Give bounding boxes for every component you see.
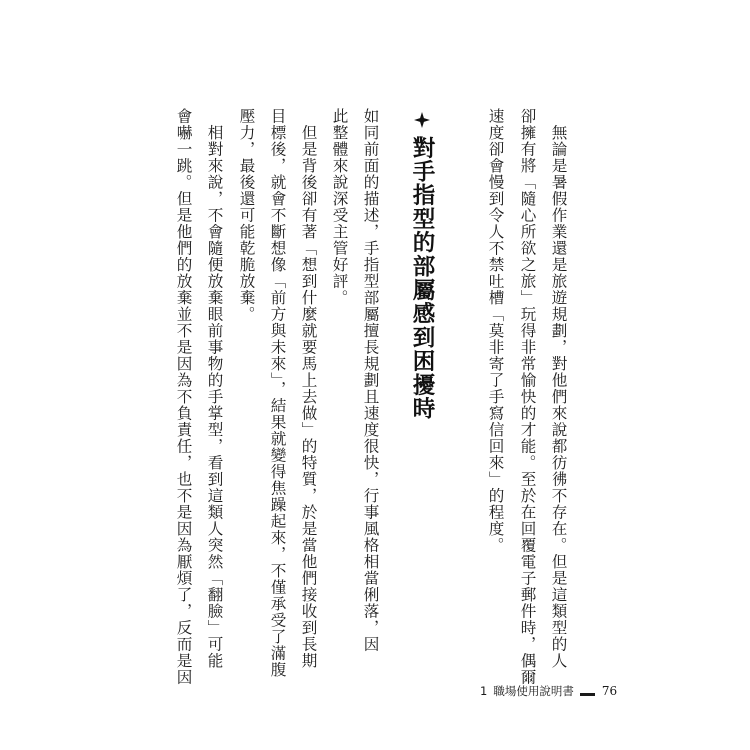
chapter-number: 1 (480, 684, 488, 698)
paragraph-column-10: 會嚇一跳。但是他們的放棄並不是因為不負責任，也不是因為厭煩了，反而是因 (174, 108, 193, 686)
paragraph-column-4: 如同前面的描述，手指型部屬擅長規劃且速度很快，行事風格相當俐落，因 (361, 108, 380, 653)
paragraph-column-8: 壓力，最後還可能乾脆放棄。 (237, 108, 256, 323)
page-number: 76 (601, 684, 618, 698)
paragraph-column-1: 無論是暑假作業還是旅遊規劃，對他們來說都彷彿不存在。但是這類型的人 (549, 108, 568, 669)
running-title: 職場使用說明書 (493, 684, 574, 698)
section-heading (403, 112, 433, 420)
paragraph-column-2: 卻擁有將「隨心所欲之旅」玩得非常愉快的才能。至於在回覆電子郵件時，偶爾 (518, 108, 537, 686)
footer-divider-bar (580, 693, 595, 696)
paragraph-column-5: 此整體來說深受主管好評。 (330, 108, 349, 306)
paragraph-column-7: 目標後，就會不斷想像「前方與未來」，結果就變得焦躁起來，不僅承受了滿腹 (268, 108, 287, 678)
paragraph-column-6: 但是背後卻有著「想到什麼就要馬上去做」的特質，於是當他們接收到長期 (299, 108, 318, 669)
paragraph-column-3: 速度卻會慢到令人不禁吐槽「莫非寄了手寫信回來」的程度。 (486, 108, 505, 554)
section-heading-text: 對手指型的部屬感到困擾時 (409, 136, 435, 421)
page-footer (480, 681, 617, 701)
paragraph-column-9: 相對來說，不會隨便放棄眼前事物的手掌型，看到這類人突然「翻臉」可能 (205, 108, 224, 669)
four-point-star-icon (414, 112, 430, 128)
